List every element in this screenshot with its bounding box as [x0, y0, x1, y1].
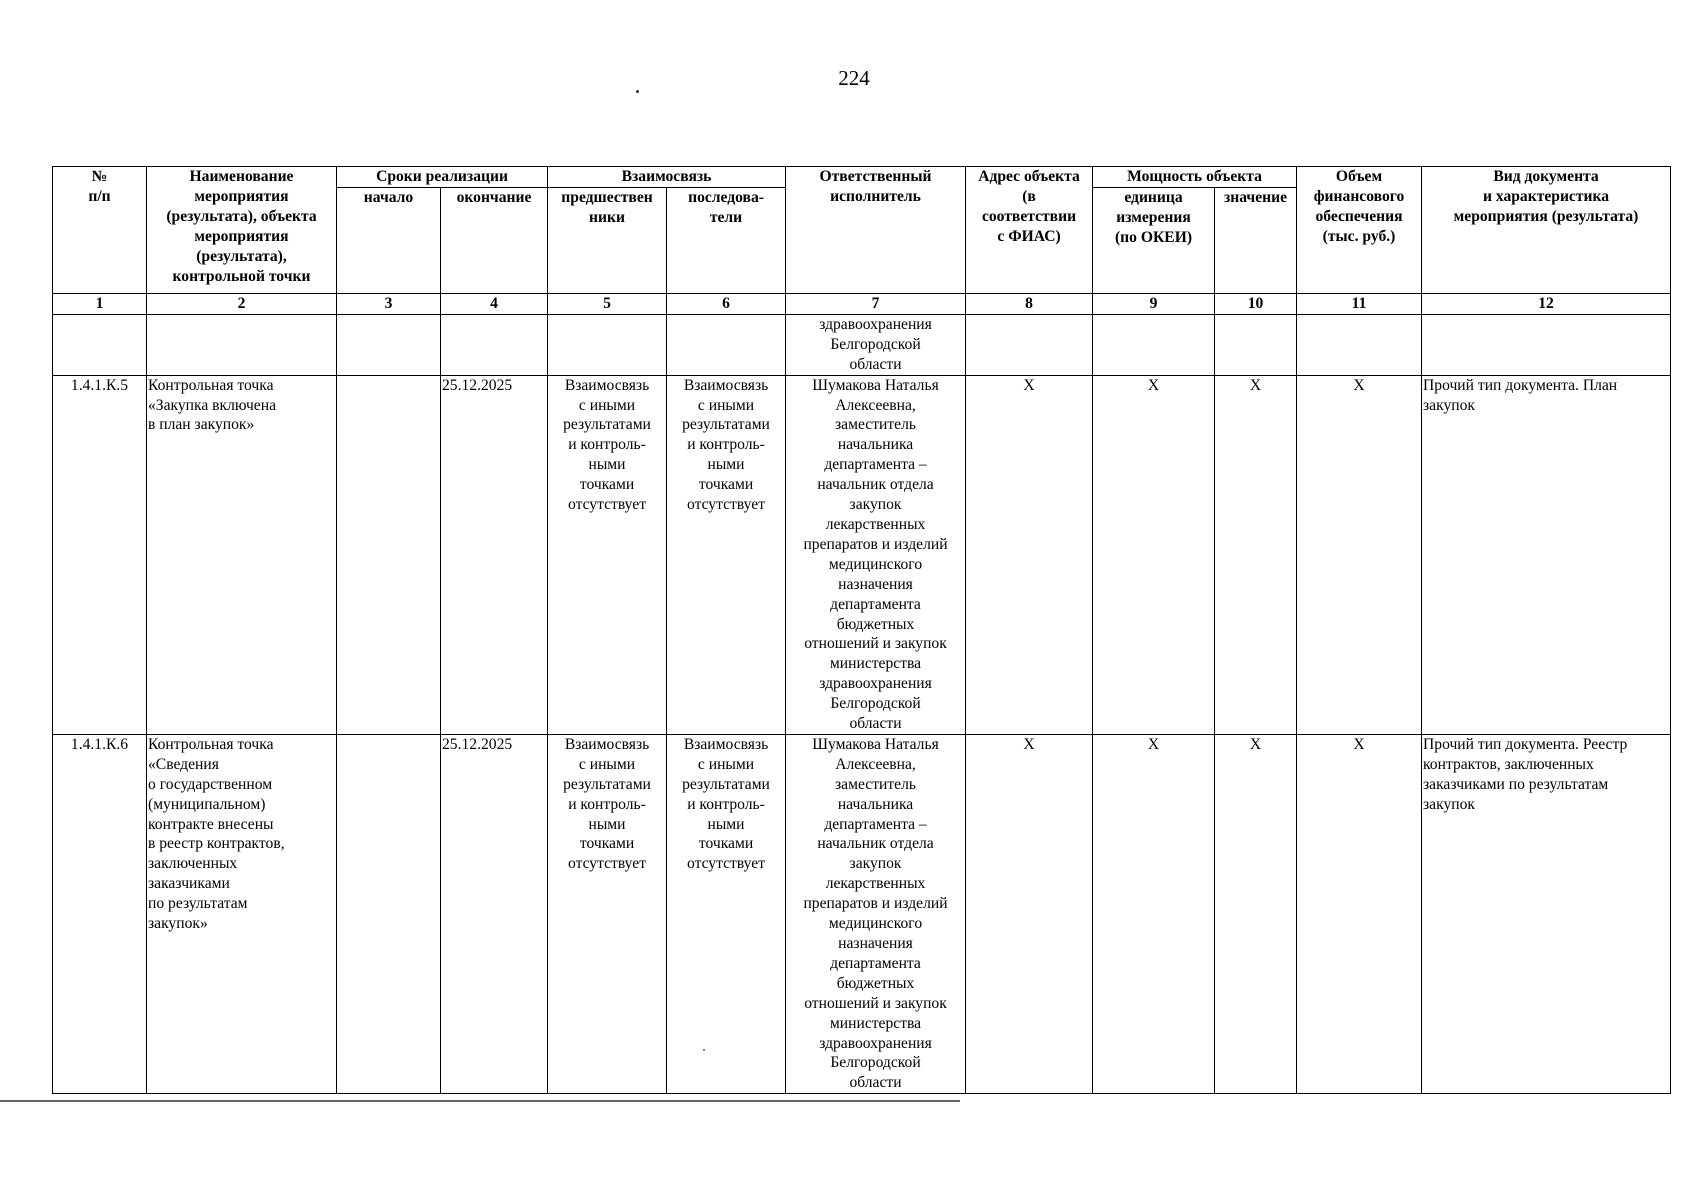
- column-number: 1: [53, 293, 147, 314]
- column-number: 11: [1297, 293, 1422, 314]
- header-name: Наименование мероприятия (результата), объекта мероприятия (результата), контрольной точки: [147, 167, 337, 294]
- column-number: 4: [441, 293, 548, 314]
- cell-next: [667, 314, 786, 375]
- cell-prev: Взаимосвязь с иными результатами и контроль- ными точками отсутствует: [548, 734, 667, 1093]
- cell-prev: [548, 314, 667, 375]
- cell-finance: X: [1297, 375, 1422, 734]
- cell-address: X: [966, 734, 1093, 1093]
- column-number-row: [53, 293, 1671, 314]
- header-link: Взаимосвязь: [548, 167, 786, 188]
- cell-unit: [1093, 314, 1215, 375]
- cell-responsible: здравоохранения Белгородской области: [786, 314, 966, 375]
- cell-unit: X: [1093, 375, 1215, 734]
- table-row: [53, 734, 1671, 1093]
- cell-doc: Прочий тип документа. План закупок: [1422, 375, 1671, 734]
- cell-name: Контрольная точка «Закупка включена в план закупок»: [147, 375, 337, 734]
- table-row-continuation: [53, 314, 1671, 375]
- column-number: 7: [786, 293, 966, 314]
- page-number: 224: [838, 66, 870, 90]
- cell-value: X: [1215, 375, 1297, 734]
- header-timing: Сроки реализации: [337, 167, 548, 188]
- cell-end: 25.12.2025: [441, 734, 548, 1093]
- cell-address: X: [966, 375, 1093, 734]
- cell-prev: Взаимосвязь с иными результатами и контроль- ными точками отсутствует: [548, 375, 667, 734]
- cell-value: X: [1215, 734, 1297, 1093]
- header-doc: Вид документа и характеристика мероприятия (результата): [1422, 167, 1671, 294]
- cell-end: 25.12.2025: [441, 375, 548, 734]
- cell-num: 1.4.1.К.5: [53, 375, 147, 734]
- table-row: [53, 375, 1671, 734]
- cell-doc: Прочий тип документа. Реестр контрактов, заключенных заказчиками по результатам закупок: [1422, 734, 1671, 1093]
- cell-next: Взаимосвязь с иными результатами и контроль- ными точками отсутствует: [667, 734, 786, 1093]
- header-capacity-unit: единица измерения (по ОКЕИ): [1093, 187, 1215, 293]
- column-number: 8: [966, 293, 1093, 314]
- cell-finance: [1297, 314, 1422, 375]
- column-number: 2: [147, 293, 337, 314]
- column-number: 3: [337, 293, 441, 314]
- cell-next: Взаимосвязь с иными результатами и контроль- ными точками отсутствует: [667, 375, 786, 734]
- column-number: 10: [1215, 293, 1297, 314]
- column-number: 12: [1422, 293, 1671, 314]
- cell-start: [337, 375, 441, 734]
- cell-num: [53, 314, 147, 375]
- cell-start: [337, 734, 441, 1093]
- footer-rule: [0, 1100, 960, 1102]
- cell-end: [441, 314, 548, 375]
- cell-responsible: Шумакова Наталья Алексеевна, заместитель начальника департамента – начальник отдела закупок лекарственных препаратов и изделий медицинского назначения департамента бюджетных отношений и закупок министерства здравоохранения Белгородской области: [786, 375, 966, 734]
- header-link-prev: предшествен ники: [548, 187, 667, 293]
- header-responsible: Ответственный исполнитель: [786, 167, 966, 294]
- cell-unit: X: [1093, 734, 1215, 1093]
- column-number: 9: [1093, 293, 1215, 314]
- cell-doc: [1422, 314, 1671, 375]
- header-timing-start: начало: [337, 187, 441, 293]
- column-number: 6: [667, 293, 786, 314]
- plan-table: [52, 166, 1671, 1094]
- header-address: Адрес объекта (в соответствии с ФИАС): [966, 167, 1093, 294]
- header-link-next: последова- тели: [667, 187, 786, 293]
- cell-start: [337, 314, 441, 375]
- column-number: 5: [548, 293, 667, 314]
- scan-speck: [703, 1049, 705, 1051]
- cell-num: 1.4.1.К.6: [53, 734, 147, 1093]
- cell-value: [1215, 314, 1297, 375]
- header-finance: Объем финансового обеспечения (тыс. руб.): [1297, 167, 1422, 294]
- cell-name: Контрольная точка «Сведения о государственном (муниципальном) контракте внесены в реестр контрактов, заключенных заказчиками по результатам закупок»: [147, 734, 337, 1093]
- cell-address: [966, 314, 1093, 375]
- header-capacity-value: значение: [1215, 187, 1297, 293]
- cell-finance: X: [1297, 734, 1422, 1093]
- header-timing-end: окончание: [441, 187, 548, 293]
- header-num: № п/п: [53, 167, 147, 294]
- scan-speck: [636, 90, 639, 93]
- cell-name: [147, 314, 337, 375]
- header-row-1: [53, 167, 1671, 188]
- cell-responsible: Шумакова Наталья Алексеевна, заместитель начальника департамента – начальник отдела закупок лекарственных препаратов и изделий медицинского назначения департамента бюджетных отношений и закупок министерства здравоохранения Белгородской области: [786, 734, 966, 1093]
- header-capacity: Мощность объекта: [1093, 167, 1297, 188]
